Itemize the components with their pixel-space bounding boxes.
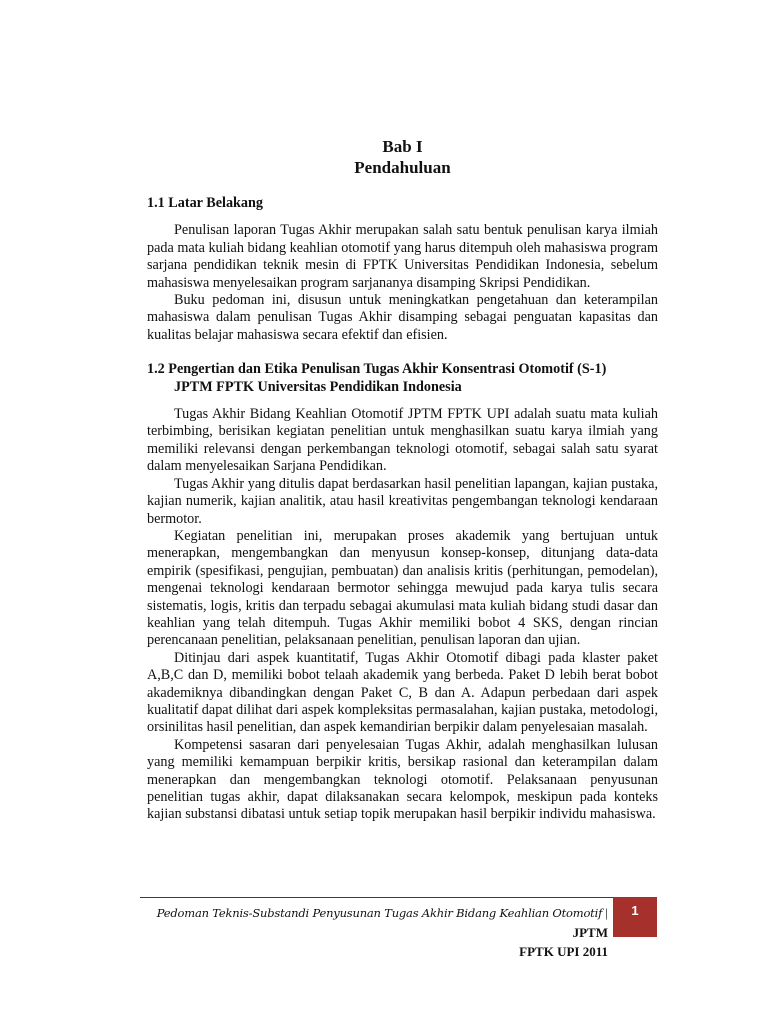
paragraph: Penulisan laporan Tugas Akhir merupakan salah satu bentuk penulisan karya ilmiah pada mata kuliah bidang keahlian otomotif yang harus ditempuh oleh mahasiswa program sarjana pendidikan teknik mesin di FPTK Universitas Pendidikan Indonesia, sebelum mahasiswa menyelesaikan program sarjananya disamping Skripsi Pendidikan. [147,222,659,291]
footer-separator: | [605,905,608,920]
footer-divider [140,897,613,898]
footer-book-title: Pedoman Teknis-Substandi Penyusunan Tugas Akhir Bidang Keahlian Otomotif [156,906,603,920]
paragraph: Tugas Akhir yang ditulis dapat berdasarkan hasil penelitian lapangan, kajian pustaka, kajian numerik, kajian analitik, atau hasil kreativitas pengembangan teknologi kendaraan bermotor. [147,475,658,527]
paragraph: Tugas Akhir Bidang Keahlian Otomotif JPTM FPTK UPI adalah suatu mata kuliah terbimbing, berisikan kegiatan penelitian untuk menghasilkan suatu karya ilmiah yang memiliki relevansi dengan perkembangan teknologi otomotif, sebagai salah satu syarat dalam menyelesaikan Sarjana Pendidikan. [147,406,658,475]
paragraph: Kompetensi sasaran dari penyelesaian Tugas Akhir, adalah menghasilkan lulusan yang memiliki kemampuan berpikir kritis, bersikap rasional dan keterampilan dalam menerapkan dan mengembangkan teknologi otomotif. Pelaksanaan penyusunan penelitian tugas akhir, dapat dilaksanakan secara kelompok, meskipun pada konteks kajian substansi dibatasi untuk setiap topik merupakan hasil berpikir individu mahasiswa. [147,736,658,823]
paragraph: Kegiatan penelitian ini, merupakan proses akademik yang bertujuan untuk menerapkan, mengembangkan dan menyusun konsep-konsep, ditunjang data-data empirik (spesifikasi, pengujian, pembuatan) dan analisis kritis (perhitungan, pemodelan), mengenai teknologi kendaraan bermotor sehingga mewujud pada karya tulis secara sistematis, logis, kritis dan terpadu sebagai akumulasi mata kuliah bidang studi dasar dan keahlian yang telah ditempuh. Tugas Akhir memiliki bobot 4 SKS, dengan rincian perencanaan penelitian, pelaksanaan penelitian, penulisan laporan dan ujian. [147,527,658,649]
footer-line2: FPTK UPI 2011 [519,944,608,959]
footer-dept: JPTM [572,925,608,940]
section-heading-1-2-line2: JPTM FPTK Universitas Pendidikan Indonesia [174,378,462,395]
paragraph: Ditinjau dari aspek kuantitatif, Tugas Akhir Otomotif dibagi pada klaster paket A,B,C dan D, memiliki bobot telaah akademik yang berbeda. Paket D lebih berat bobot akademiknya dibandingkan dengan Paket C, B dan A. Adapun perbedaan dari aspek kualitatif dapat dilihat dari aspek kompleksitas permasalahan, kajian pustaka, metodologi, orsinilitas hasil penelitian, dan aspek kemandirian berpikir dalam penyelesaian masalah. [147,649,658,736]
paragraph: Buku pedoman ini, disusun untuk meningkatkan pengetahuan dan keterampilan mahasiswa dalam penulisan Tugas Akhir disamping sebagai penguatan kapasitas dan kualitas belajar mahasiswa secara efektif dan efisien. [147,292,658,343]
section-heading-1-2 [147,361,658,396]
section-heading-1-1: 1.1 Latar Belakang [147,195,264,211]
page-number-badge [613,897,657,937]
section-heading-1-2-line1: 1.2 Pengertian dan Etika Penulisan Tugas Akhir Konsentrasi Otomotif (S-1) [147,361,607,378]
footer-line1 [140,903,608,942]
chapter-title: Pendahuluan [354,158,451,177]
page-footer [140,903,608,961]
page-number: 1 [631,903,639,918]
chapter-label: Bab I [382,137,423,156]
page-content [147,136,658,824]
